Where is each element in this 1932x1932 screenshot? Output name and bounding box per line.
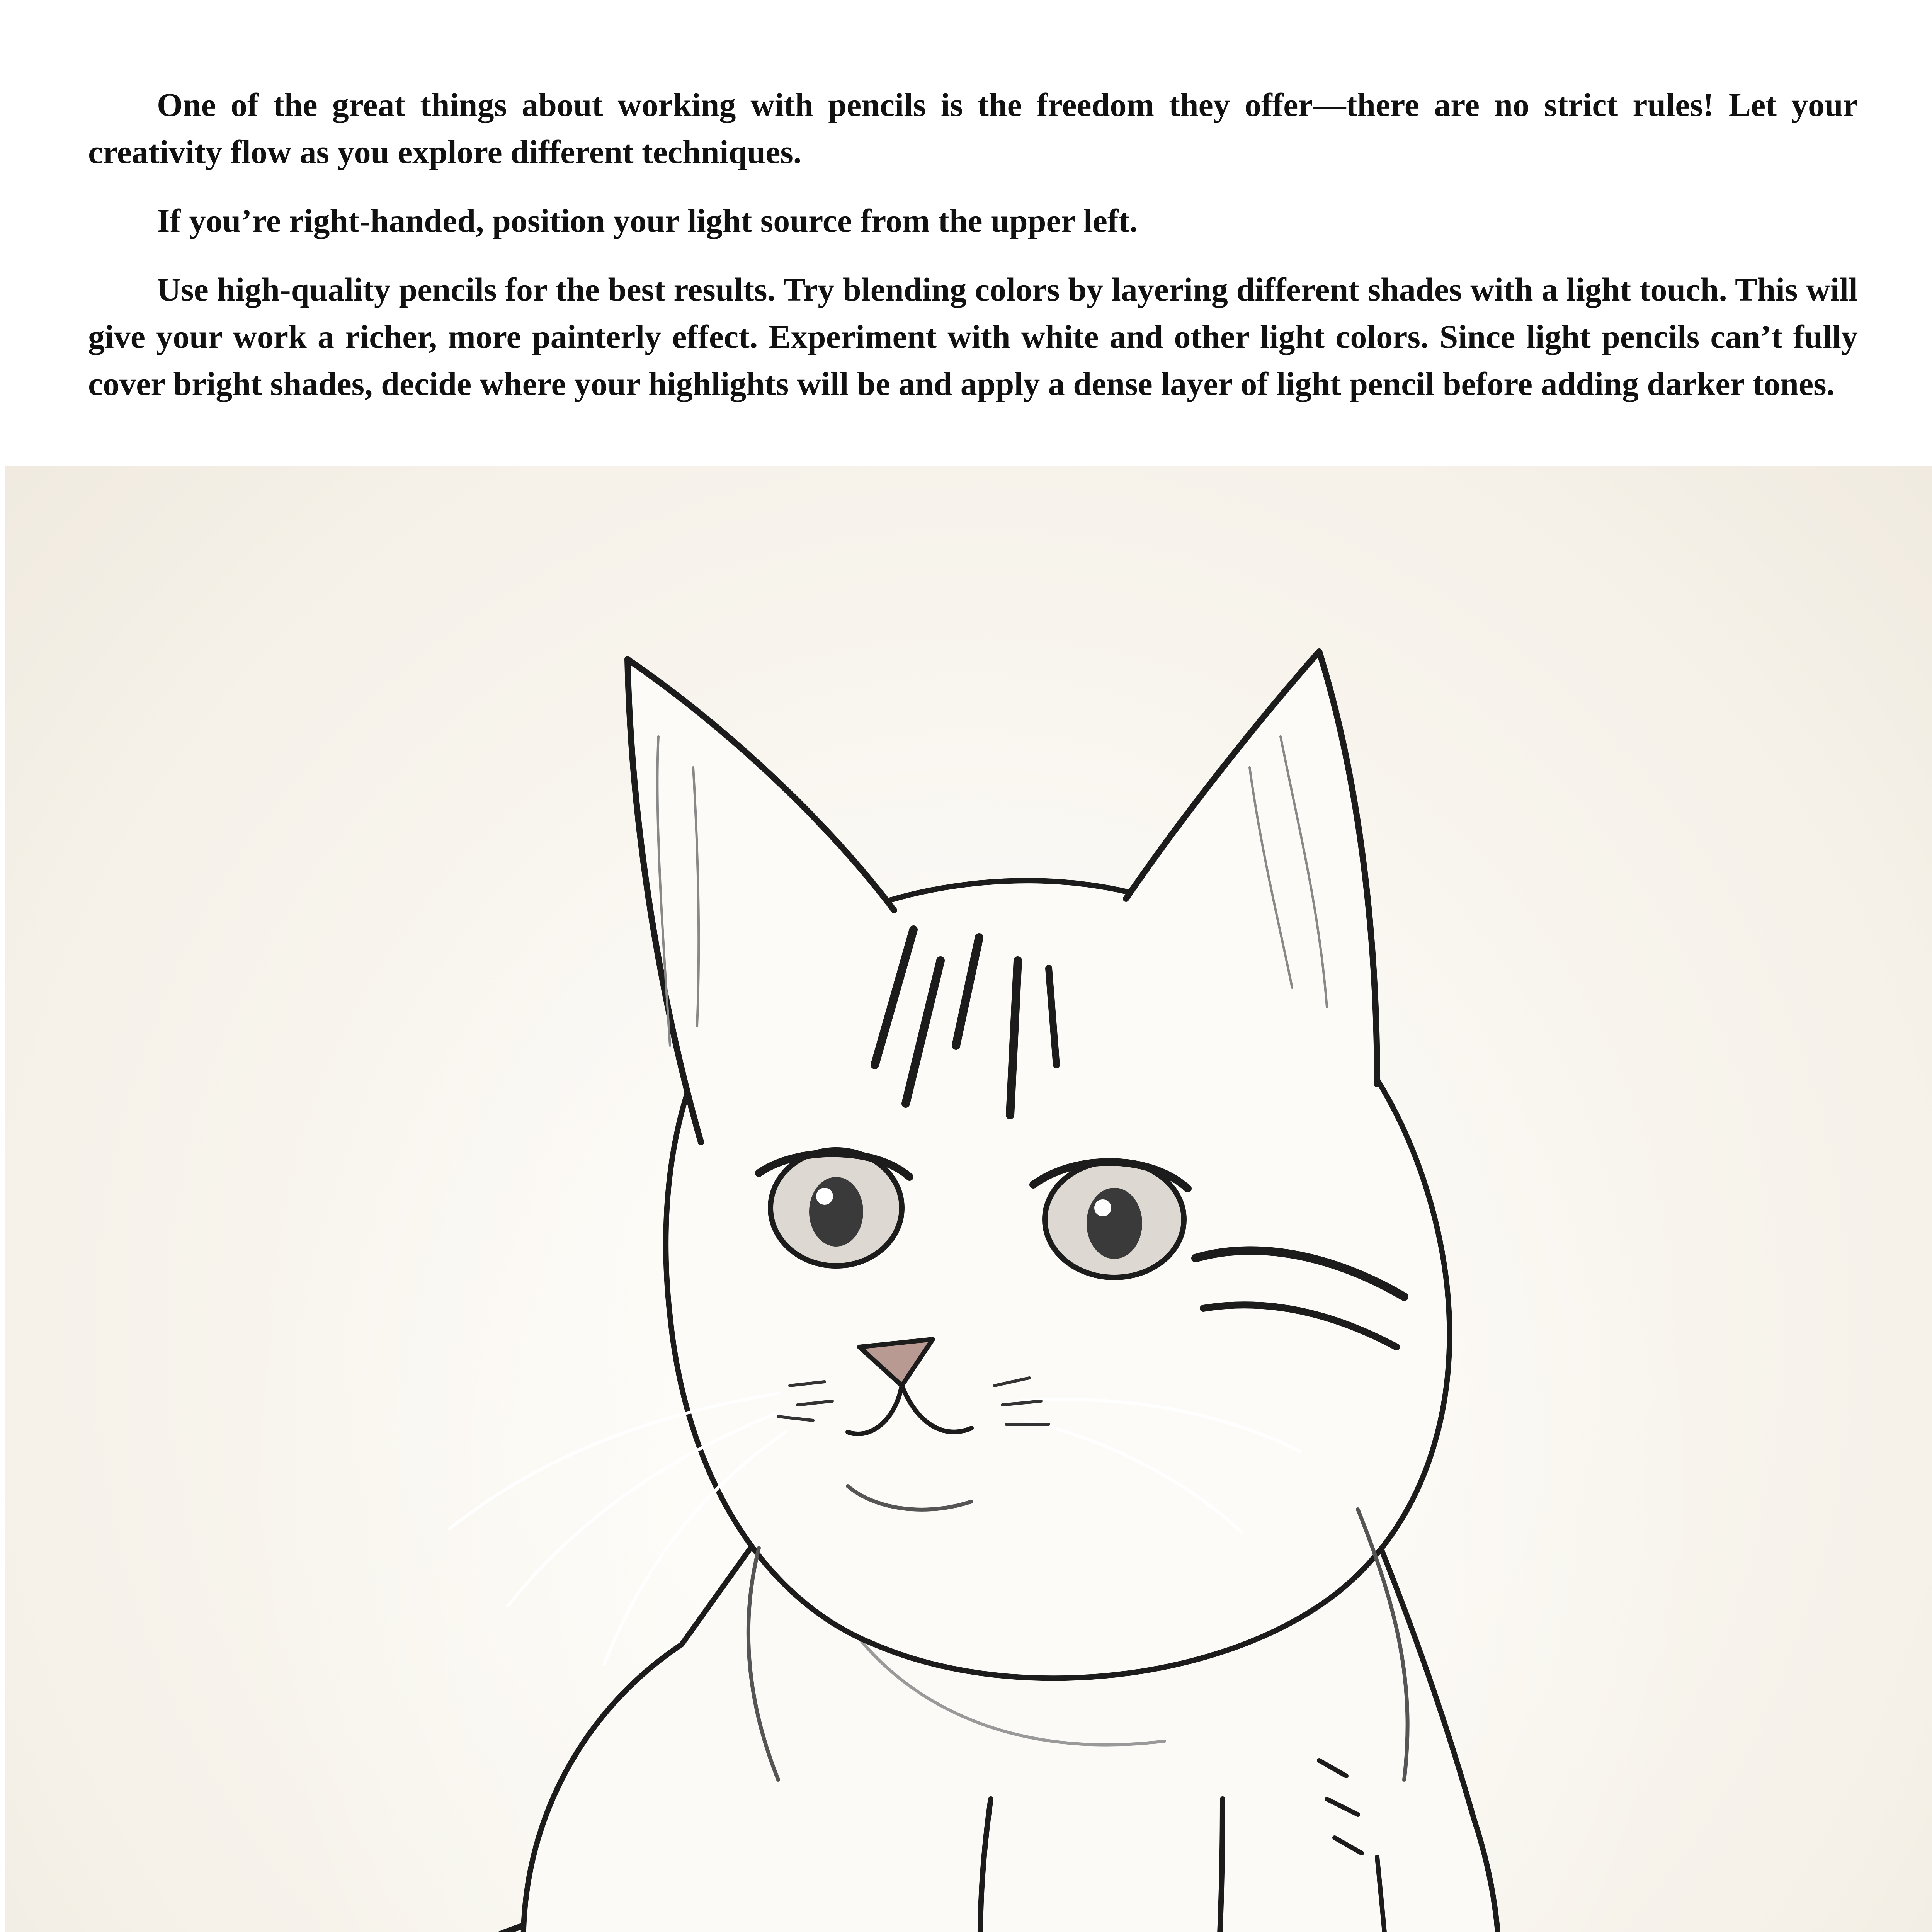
instructions-text: [88, 81, 1858, 429]
paragraph-intro: One of the great things about working with pencils is the freedom they offer—there are no strict rules! Let your creativity flow as you explore different techniques.: [88, 86, 1858, 170]
paragraph-light-source: If you’re right-handed, position your light source from the upper left.: [157, 202, 1138, 239]
cat-illustration: [5, 466, 1932, 1932]
paragraph-technique: Use high-quality pencils for the best results. Try blending colors by layering different shades with a light touch. This will give your work a richer, more painterly effect. Experiment with white and other light colors. Since light pencils can’t fully cover bright shades, decide where your highlights will be and apply a dense layer of light pencil before adding darker tones.: [88, 271, 1858, 402]
cat-icon: [5, 466, 1932, 1932]
